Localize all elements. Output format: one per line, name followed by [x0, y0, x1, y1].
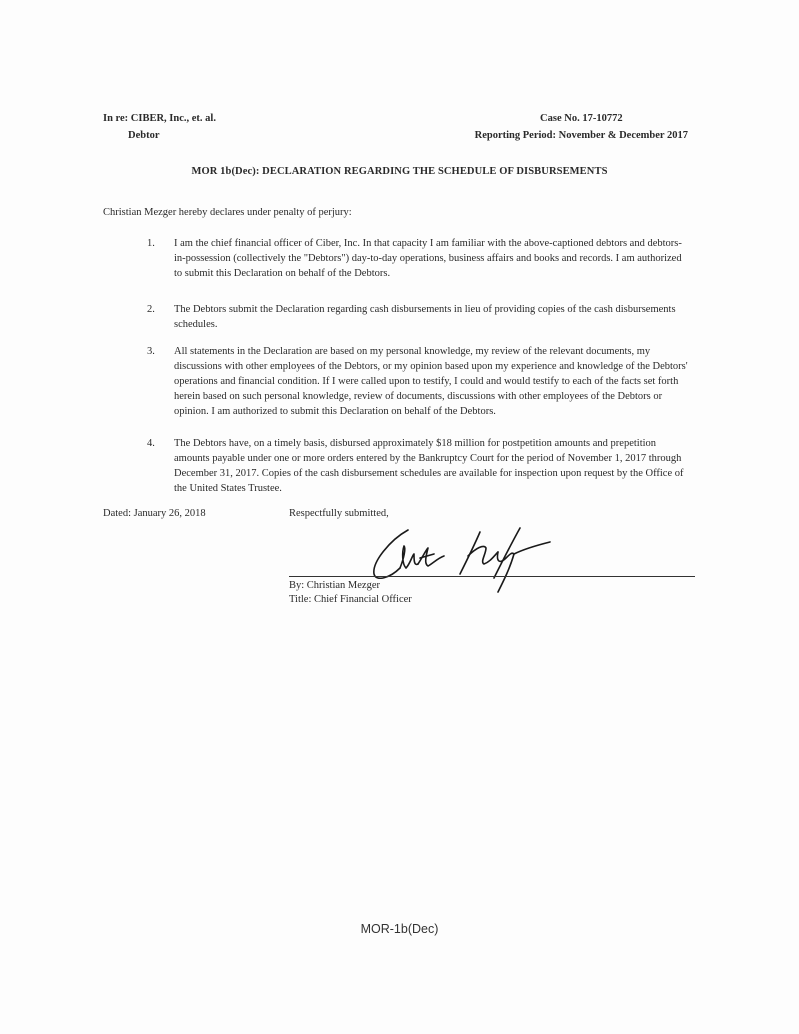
- intro-statement: Christian Mezger hereby declares under penalty of perjury:: [103, 207, 352, 218]
- declaration-item-3: [147, 344, 692, 419]
- respectfully-submitted: Respectfully submitted,: [289, 508, 389, 519]
- signer-title: Title: Chief Financial Officer: [289, 594, 412, 605]
- item-number: 2.: [147, 304, 155, 315]
- declaration-item-2: [147, 302, 692, 332]
- item-text: I am the chief financial officer of Ciber, Inc. In that capacity I am familiar with the above-captioned debtors and debtors-in-possession (collectively the "Debtors") day-to-day operations, business affairs and books and records. I am authorized to submit this Declaration on behalf of the Debtors.: [174, 238, 682, 279]
- item-text: All statements in the Declaration are based on my personal knowledge, my review of the relevant documents, my discussions with other employees of the Debtors, or my opinion based upon my experience and knowledge of the Debtors' operations and financial condition. If I were called upon to testify, I could and would testify to each of the facts set forth herein based on such personal knowledge, review of documents, discussions with other employees of the Debtors or opinion. I am authorized to submit this Declaration on behalf of the Debtors.: [174, 346, 688, 417]
- dated-line: Dated: January 26, 2018: [103, 508, 206, 519]
- item-text: The Debtors submit the Declaration regarding cash disbursements in lieu of providing copies of the cash disbursements schedules.: [174, 304, 676, 330]
- signer-name: By: Christian Mezger: [289, 580, 380, 591]
- reporting-period: Reporting Period: November & December 2017: [474, 130, 688, 141]
- in-re-line: In re: CIBER, Inc., et. al.: [103, 113, 216, 124]
- case-caption: [103, 110, 216, 144]
- item-number: 3.: [147, 346, 155, 357]
- page-footer: MOR-1b(Dec): [360, 922, 439, 936]
- item-number: 1.: [147, 238, 155, 249]
- case-number: Case No. 17-10772: [540, 113, 623, 124]
- declaration-item-4: [147, 436, 692, 496]
- signature-line: [289, 576, 695, 577]
- declaration-item-1: [147, 236, 692, 281]
- signer-block: [289, 579, 412, 607]
- debtor-label: Debtor: [128, 130, 160, 141]
- case-info: [475, 110, 688, 144]
- item-number: 4.: [147, 438, 155, 449]
- item-text: The Debtors have, on a timely basis, disbursed approximately $18 million for postpetition amounts and prepetition amounts payable under one or more orders entered by the Bankruptcy Court for the period of November 1, 2017 through December 31, 2017. Copies of the cash disbursement schedules are available for inspection upon request by the Office of the United States Trustee.: [174, 438, 684, 494]
- document-title: MOR 1b(Dec): DECLARATION REGARDING THE SCHEDULE OF DISBURSEMENTS: [191, 166, 608, 177]
